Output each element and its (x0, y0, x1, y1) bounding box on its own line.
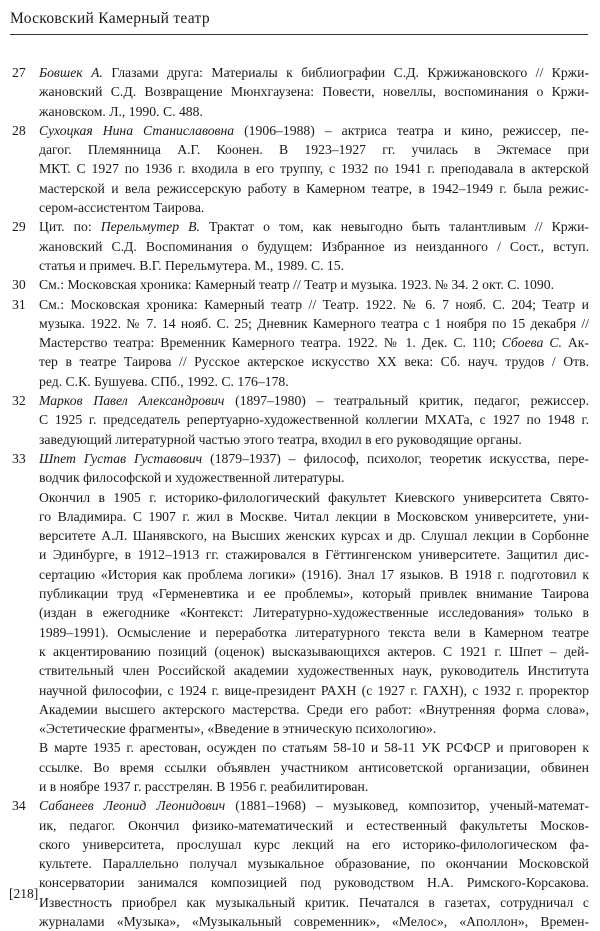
notes-list (0, 63, 600, 931)
endnote-line (39, 565, 589, 584)
text-run: культете. Параллельно получал музыкальное образование, по окончании Московской (39, 856, 589, 872)
endnote-number: 32 (12, 393, 26, 409)
endnote-line (39, 796, 589, 815)
endnote-number: 31 (12, 296, 26, 312)
endnote (0, 295, 600, 391)
endnote-line (39, 333, 589, 352)
text-run: верситете А.Л. Шанявского, на Высших женских курсах и др. Слушал лекции в Сорбонне (39, 528, 589, 544)
italic-name: Сухоцкая Нина Станиславовна (39, 122, 235, 138)
endnote-line (39, 102, 589, 121)
endnote-line (39, 217, 589, 236)
endnote-line (39, 295, 589, 314)
italic-name: Бовшек А. (39, 65, 103, 80)
endnote (0, 121, 600, 217)
text-run: ред. С.К. Бушуева. СПб., 1992. С. 176–178. (39, 373, 289, 389)
text-run: консерватории занимался композицией под руководством Н.А. Римского-Корсакова. (39, 875, 589, 891)
text-run: журналами «Музыка», «Музыкальный современник», «Мелос», «Аполлон», Времен- (39, 914, 589, 930)
endnote-number: 29 (12, 219, 26, 235)
endnote-line (39, 237, 589, 256)
text-run: сером-ассистентом Таирова. (39, 200, 205, 216)
endnote-line (39, 275, 589, 294)
endnote-line (39, 816, 589, 835)
endnote-line (39, 642, 589, 661)
text-run: к акцентированию позиций (оценок) высказывающихся актеров. С 1921 г. Шпет – дей- (39, 643, 589, 659)
endnote-line (39, 82, 589, 101)
text-run: жановский С.Д. Воспоминания о будущем: Избранное из неизданного / Сост., вступ. (39, 238, 589, 254)
text-run: В марте 1935 г. арестован, осужден по статьям 58-10 и 58-11 УК РСФСР и приговорен к (39, 740, 589, 756)
text-run: (1879–1937) – философ, психолог, теоретик искусства, пере- (202, 450, 589, 466)
endnote-line (39, 777, 589, 796)
endnote-line (39, 372, 589, 391)
page-number: [218] (9, 886, 39, 901)
endnote-line (39, 391, 589, 410)
endnote-line (39, 526, 589, 545)
text-run: и Эдинбурге, в 1912–1913 гг. стажировался в Гёттингенском университете. Защитил дис- (39, 547, 589, 563)
text-run: Глазами друга: Материалы к библиографии С.Д. Кржижановского // Кржи- (102, 65, 589, 80)
text-run: мастерской и вела режиссерскую работу в Камерном театре, в 1942–1949 г. была режис- (39, 180, 589, 196)
endnote-line (39, 352, 589, 371)
text-run: публикации труд «Герменевтика и ее проблемы», который привлек внимание Таирова (39, 586, 589, 602)
endnote-line (39, 738, 589, 757)
text-run: сертацию «История как проблема логики» (1916). Знал 17 языков. В 1918 г. подготовил к (39, 566, 589, 582)
endnote-number: 28 (12, 122, 26, 138)
italic-name: Шпет Густав Густавович (39, 450, 203, 466)
text-run: жановский С.Д. Возвращение Мюнхгаузена: Повести, новеллы, воспоминания о Кржи- (39, 84, 589, 100)
endnote-line (39, 140, 589, 159)
endnote-line (39, 63, 589, 82)
endnote-line (39, 430, 589, 449)
endnote-line (39, 256, 589, 275)
italic-name: Сабанеев Леонид Леонидович (39, 798, 226, 814)
endnote (0, 796, 600, 931)
endnote-line (39, 758, 589, 777)
text-run: (1906–1988) – актриса театра и кино, режиссер, пе- (234, 122, 589, 138)
endnote-line (39, 121, 589, 140)
endnote-line (39, 912, 589, 931)
endnote-line (39, 410, 589, 429)
endnote-number: 27 (12, 65, 26, 80)
endnote-line (39, 545, 589, 564)
italic-name: Перельмутер В. (100, 219, 200, 235)
endnote-line (39, 488, 589, 507)
text-run: (издан в ежегоднике «Контекст: Литературно-художественные исследования» только в (39, 605, 589, 621)
text-run: заведующий литературной частью этого театра, входил в его руководящие органы. (39, 431, 522, 447)
endnote (0, 217, 600, 275)
text-run: (1881–1968) – музыковед, композитор, ученый-математ- (225, 798, 589, 814)
endnote-line (39, 854, 589, 873)
endnote-line (39, 681, 589, 700)
text-run: водчик философской и художественной литературы. (39, 470, 345, 486)
text-run: МКТ. С 1927 по 1936 г. входила в его труппу, с 1932 по 1941 г. преподавала в актерской (39, 161, 589, 177)
text-run: (1897–1980) – театральный критик, педагог, режиссер. (224, 393, 589, 409)
text-run: 1989–1991). Осмысление и переработка литературного текста вели в Камерном театре (39, 624, 589, 640)
italic-name: Сбоева С. (501, 335, 562, 351)
endnote-line (39, 314, 589, 333)
endnote-line (39, 835, 589, 854)
text-run: ствительный член Российской академии художественных наук, руководитель Института (39, 663, 589, 679)
endnote-line (39, 603, 589, 622)
text-run: жановском. Л., 1990. С. 488. (39, 103, 203, 119)
endnote-line (39, 449, 589, 468)
endnote-line (39, 198, 589, 217)
header-rule (10, 34, 588, 35)
text-run: научной философии, с 1924 г. вице-президент РАХН (с 1927 г. ГАХН), с 1932 г. проректор (39, 682, 589, 698)
text-run: С 1925 г. председатель репертуарно-художественной коллегии МХАТа, с 1927 по 1948 г. (39, 412, 589, 428)
endnote (0, 275, 600, 294)
endnote-line (39, 179, 589, 198)
endnote-line (39, 700, 589, 719)
text-run: См.: Московская хроника: Камерный театр // Театр и музыка. 1923. № 34. 2 окт. С. 1090. (39, 277, 555, 293)
endnote-line (39, 661, 589, 680)
text-run: ссылке. Во время ссылки объявлен участником антисоветской организации, обвинен (39, 759, 589, 775)
endnote-line (39, 507, 589, 526)
text-run: статья и примеч. В.Г. Перельмутера. М., 1989. С. 15. (39, 257, 345, 273)
text-run: Мастерство театра: Временник Камерного театра. 1922. № 1. Дек. С. 110; (39, 335, 502, 351)
endnote (0, 63, 600, 121)
endnote-line (39, 623, 589, 642)
endnote-number: 33 (12, 450, 26, 466)
text-run: ского университета, прослушал курс лекций на его историко-филологическом фа- (39, 836, 589, 852)
text-run: Цит. по: (39, 219, 101, 235)
italic-name: Марков Павел Александрович (39, 393, 225, 409)
text-run: Известность приобрел как музыкальный критик. Печатался в газетах, сотрудничал с (39, 894, 589, 910)
text-run: См.: Московская хроника: Камерный театр // Театр. 1922. № 6. 7 нояб. С. 204; Театр и (39, 296, 589, 312)
endnote-line (39, 468, 589, 487)
text-run: тер в театре Таирова // Русское актерское искусство XX века: Сб. науч. трудов / Отв. (39, 354, 589, 370)
text-run: Ак- (561, 335, 589, 351)
text-run: Трактат о том, как невыгодно быть талантливым // Кржи- (199, 219, 589, 235)
endnote-number: 30 (12, 277, 26, 293)
endnote-line (39, 873, 589, 892)
endnote-line (39, 584, 589, 603)
endnote-line (39, 893, 589, 912)
text-run: дагог. Племянница А.Г. Коонен. В 1923–1927 гг. училась в Эктемасе при (39, 142, 589, 158)
endnote (0, 391, 600, 449)
endnote-number: 34 (12, 798, 26, 814)
running-title: Московский Камерный театр (10, 10, 210, 27)
endnote-line (39, 719, 589, 738)
text-run: Академии высшего актерского мастерства. Среди его работ: «Внутренняя форма слова», (39, 701, 589, 717)
endnote (0, 449, 600, 796)
text-run: музыка. 1922. № 7. 14 нояб. С. 25; Дневник Камерного театра с 1 ноября по 15 декабря // (39, 315, 589, 331)
text-run: и в ноябре 1937 г. расстрелян. В 1956 г. реабилитирован. (39, 778, 369, 794)
text-run: го Владимира. С 1907 г. жил в Москве. Читал лекции в Московском университете, уни- (39, 508, 589, 524)
text-run: Окончил в 1905 г. историко-филологический факультет Киевского университета Свято- (39, 489, 589, 505)
endnote-line (39, 159, 589, 178)
text-run: «Эстетические фрагменты», «Введение в этническую психологию». (39, 721, 437, 737)
text-run: ик, педагог. Окончил физико-математический и естественный факультеты Москов- (39, 817, 589, 833)
